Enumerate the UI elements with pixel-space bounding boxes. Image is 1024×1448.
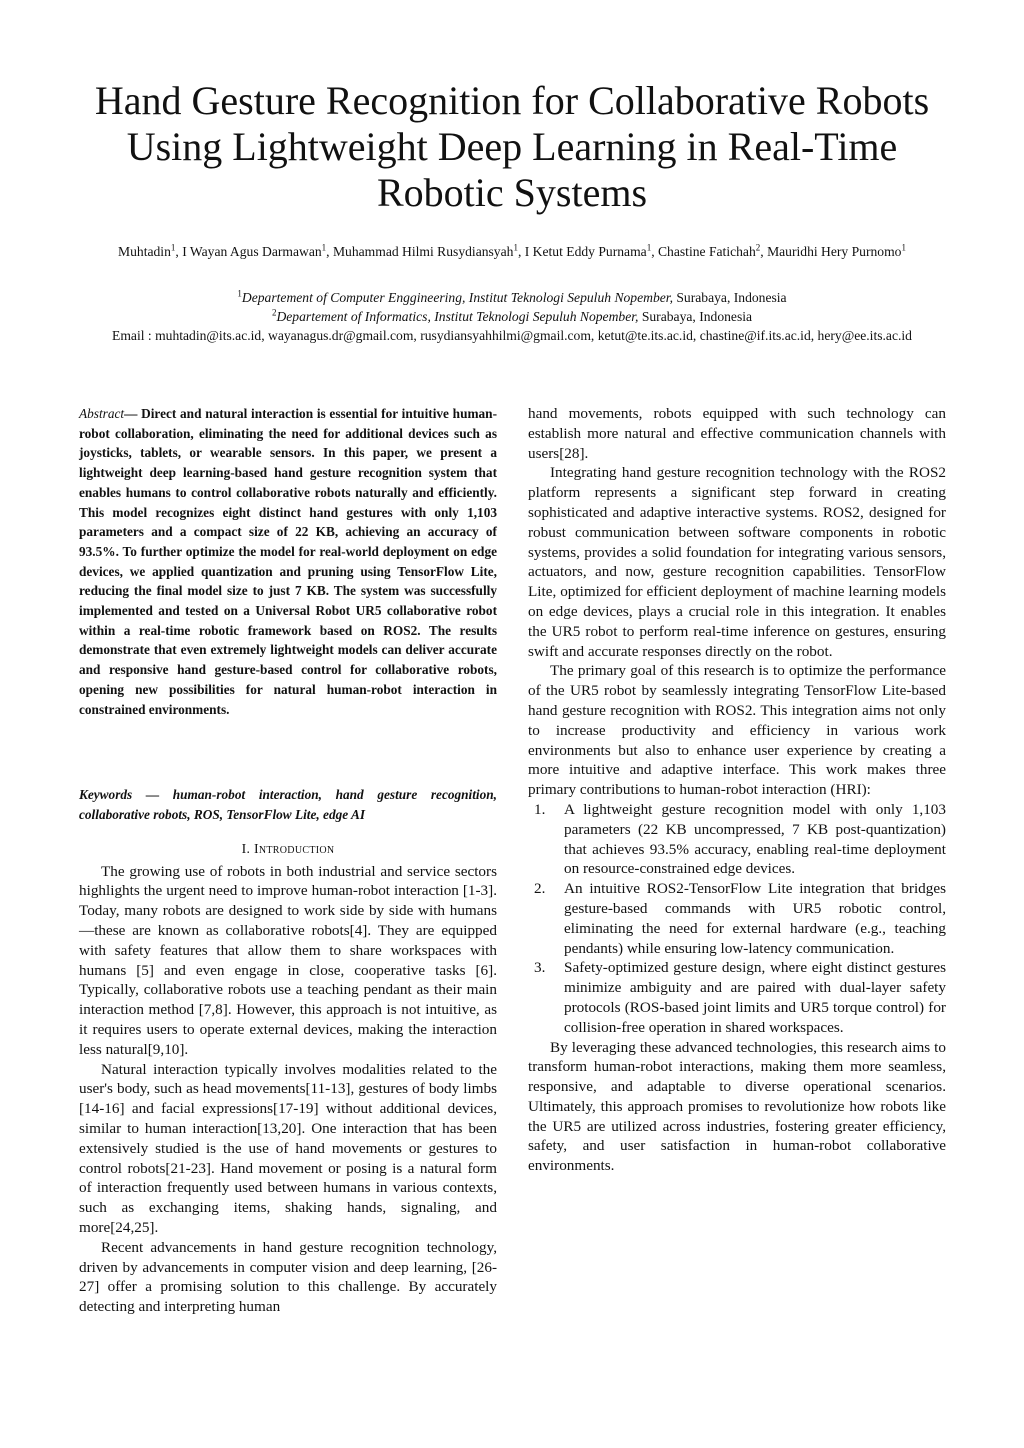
intro-paragraph-6: By leveraging these advanced technologies, this research aims to transform human-robot interactions, making them more seamless, responsive, and adaptable to diverse operational scenarios. Ultimately, this approach promises to revolutionize how robots like the UR5 are utilized across industries, fostering greater efficiency, safety, and user satisfaction in human-robot collaborative environments. [528,1038,946,1175]
affiliation-department: Departement of Informatics, Institut Teknologi Sepuluh Nopember, [276,309,639,324]
abstract-label: Abstract [79,406,125,421]
affiliation-location: Surabaya, Indonesia [672,290,787,305]
left-column [79,404,497,1317]
author-name: , Mauridhi Hery Purnomo [760,244,902,259]
intro-paragraph-5: The primary goal of this research is to optimize the performance of the UR5 robot by seamlessly integrating TensorFlow Lite-based hand gesture recognition with ROS2. This integration aims not only to increase productivity and efficiency in various work environments but also to enhance user experience by creating a more intuitive and adaptive interface. This work makes three primary contributions to human-robot interaction (HRI): [528,662,946,799]
abstract [79,404,497,719]
author-name: , I Wayan Agus Darmawan [175,244,322,259]
contribution-text: An intuitive ROS2-TensorFlow Lite integration that bridges gesture-based commands with UR5 robotic control, eliminating the need for external hardware (e.g., teaching pendants) while ensuring low-latency communication. [564,880,946,957]
abstract-dash: — [124,406,142,421]
affiliation-department: Departement of Computer Enggineering, Institut Teknologi Sepuluh Nopember, [241,290,673,305]
intro-paragraph-4: Integrating hand gesture recognition technology with the ROS2 platform represents a significant step forward in creating sophisticated and adaptive interactive systems. ROS2, designed for robust communication between software components in robotic systems, provides a solid foundation for integrating various sensors, actuators, and now, gesture recognition capabilities. TensorFlow Lite, optimized for efficient deployment of machine learning models on edge devices, plays a crucial role in this integration. It enables the UR5 robot to perform real-time inference on gestures, ensuring swift and accurate responses directly on the robot. [528,464,946,660]
author-affiliation-mark: 1 [170,242,176,253]
title-line-2: Using Lightweight Deep Learning in Real-Time [126,124,898,169]
paper-title [60,78,964,216]
contribution-text: Safety-optimized gesture design, where eight distinct gestures minimize ambiguity and are paired with dual-layer safety protocols (ROS-based joint limits and UR5 torque control) for collision-free operation in shared workspaces. [564,959,946,1036]
affiliation-1 [60,288,964,307]
contribution-item [528,800,946,879]
affiliation-location: Surabaya, Indonesia [638,309,753,324]
title-line-3: Robotic Systems [376,170,648,215]
author-affiliation-mark: 2 [755,242,761,253]
affiliation-2 [60,307,964,326]
author-name: , I Ketut Eddy Purnama [517,244,647,259]
author-list [70,242,954,261]
author-affiliation-mark: 1 [513,242,518,253]
keywords: Keywords — human-robot interaction, hand gesture recognition, collaborative robots, ROS, TensorFlow Lite, edge AI [79,787,497,822]
author-name: , Chastine Fatichah [651,244,756,259]
intro-paragraph-2: Natural interaction typically involves modalities related to the user's body, such as head movements[11-13], gestures of body limbs [14-16] and facial expressions[17-19] without additional devices, similar to human interaction[13,20]. One interaction that has been extensively studied is the use of hand movements or gestures to control robots[21-23]. Hand movement or posing is a natural form of interaction frequently used between humans in various contexts, such as exchanging items, shaking hands, signaling, and more[24,25]. [79,1060,497,1236]
affiliations [60,288,964,345]
author-name: , Muhammad Hilmi Rusydiansyah [326,244,514,259]
affiliation-mark: 1 [237,288,242,299]
section-title: Introduction [253,840,335,856]
abstract-text: Direct and natural interaction is essential for intuitive human-robot collaboration, eliminating the need for additional devices such as joysticks, tablets, or wearable sensors. In this paper, we present a lightweight deep learning-based hand gesture recognition system that enables humans to control collaborative robots naturally and efficiently. This model recognizes eight distinct hand gestures with only 1,103 parameters and a compact size of 22 KB, achieving an accuracy of 93.5%. To further optimize the model for real-world deployment on edge devices, we applied quantization and pruning using TensorFlow Lite, reducing the final model size to just 7 KB. The system was successfully implemented and tested on a Universal Robot UR5 collaborative robot within a real-time robotic framework based on ROS2. The results demonstrate that even extremely lightweight models can deliver accurate and responsive hand gesture-based control for collaborative robots, opening new possibilities for natural human-robot interaction in constrained environments. [79,406,498,717]
author-affiliation-mark: 1 [646,242,652,253]
contribution-number: 3. [534,959,546,977]
right-column [528,404,946,1176]
author-affiliation-mark: 1 [321,242,327,253]
contribution-number: 1. [534,800,546,818]
intro-paragraph-3-continued: hand movements, robots equipped with such technology can establish more natural and effective communication channels with users[28]. [528,405,946,462]
section-heading-introduction [79,839,497,858]
intro-paragraph-3: Recent advancements in hand gesture recognition technology, driven by advancements in computer vision and deep learning, [26-27] offer a promising solution to this challenge. By accurately detecting and interpreting human [79,1238,497,1316]
contribution-item [528,958,946,1037]
contribution-number: 2. [534,880,546,898]
author-affiliation-mark: 1 [901,242,906,253]
email-line: Email : muhtadin@its.ac.id, wayanagus.dr@gmail.com, rusydiansyahhilmi@gmail.com, ketut@te.its.ac.id, chastine@if.its.ac.id, hery@ee.its.ac.id [112,328,912,343]
section-number: I. [241,840,251,856]
contribution-text: A lightweight gesture recognition model with only 1,103 parameters (22 KB uncompressed, 7 KB post-quantization) that achieves 93.5% accuracy, enabling real-time deployment on resource-constrained edge devices. [564,800,946,878]
title-line-1: Hand Gesture Recognition for Collaborative Robots [94,78,930,123]
contributions-list [528,800,946,1038]
contribution-item [528,879,946,958]
intro-paragraph-1: The growing use of robots in both industrial and service sectors highlights the urgent need to improve human-robot interaction [1-3]. Today, many robots are designed to work side by side with humans—these are known as collaborative robots[4]. They are equipped with safety features that allow them to share workspaces with humans [5] and even engage in close, cooperative tasks [6]. Typically, collaborative robots use a teaching pendant as their main interaction method [7,8]. However, this approach is not intuitive, as it requires users to operate external devices, making the interaction less natural[9,10]. [79,862,497,1058]
author-name: Muhtadin [118,244,171,259]
affiliation-mark: 2 [271,307,277,318]
